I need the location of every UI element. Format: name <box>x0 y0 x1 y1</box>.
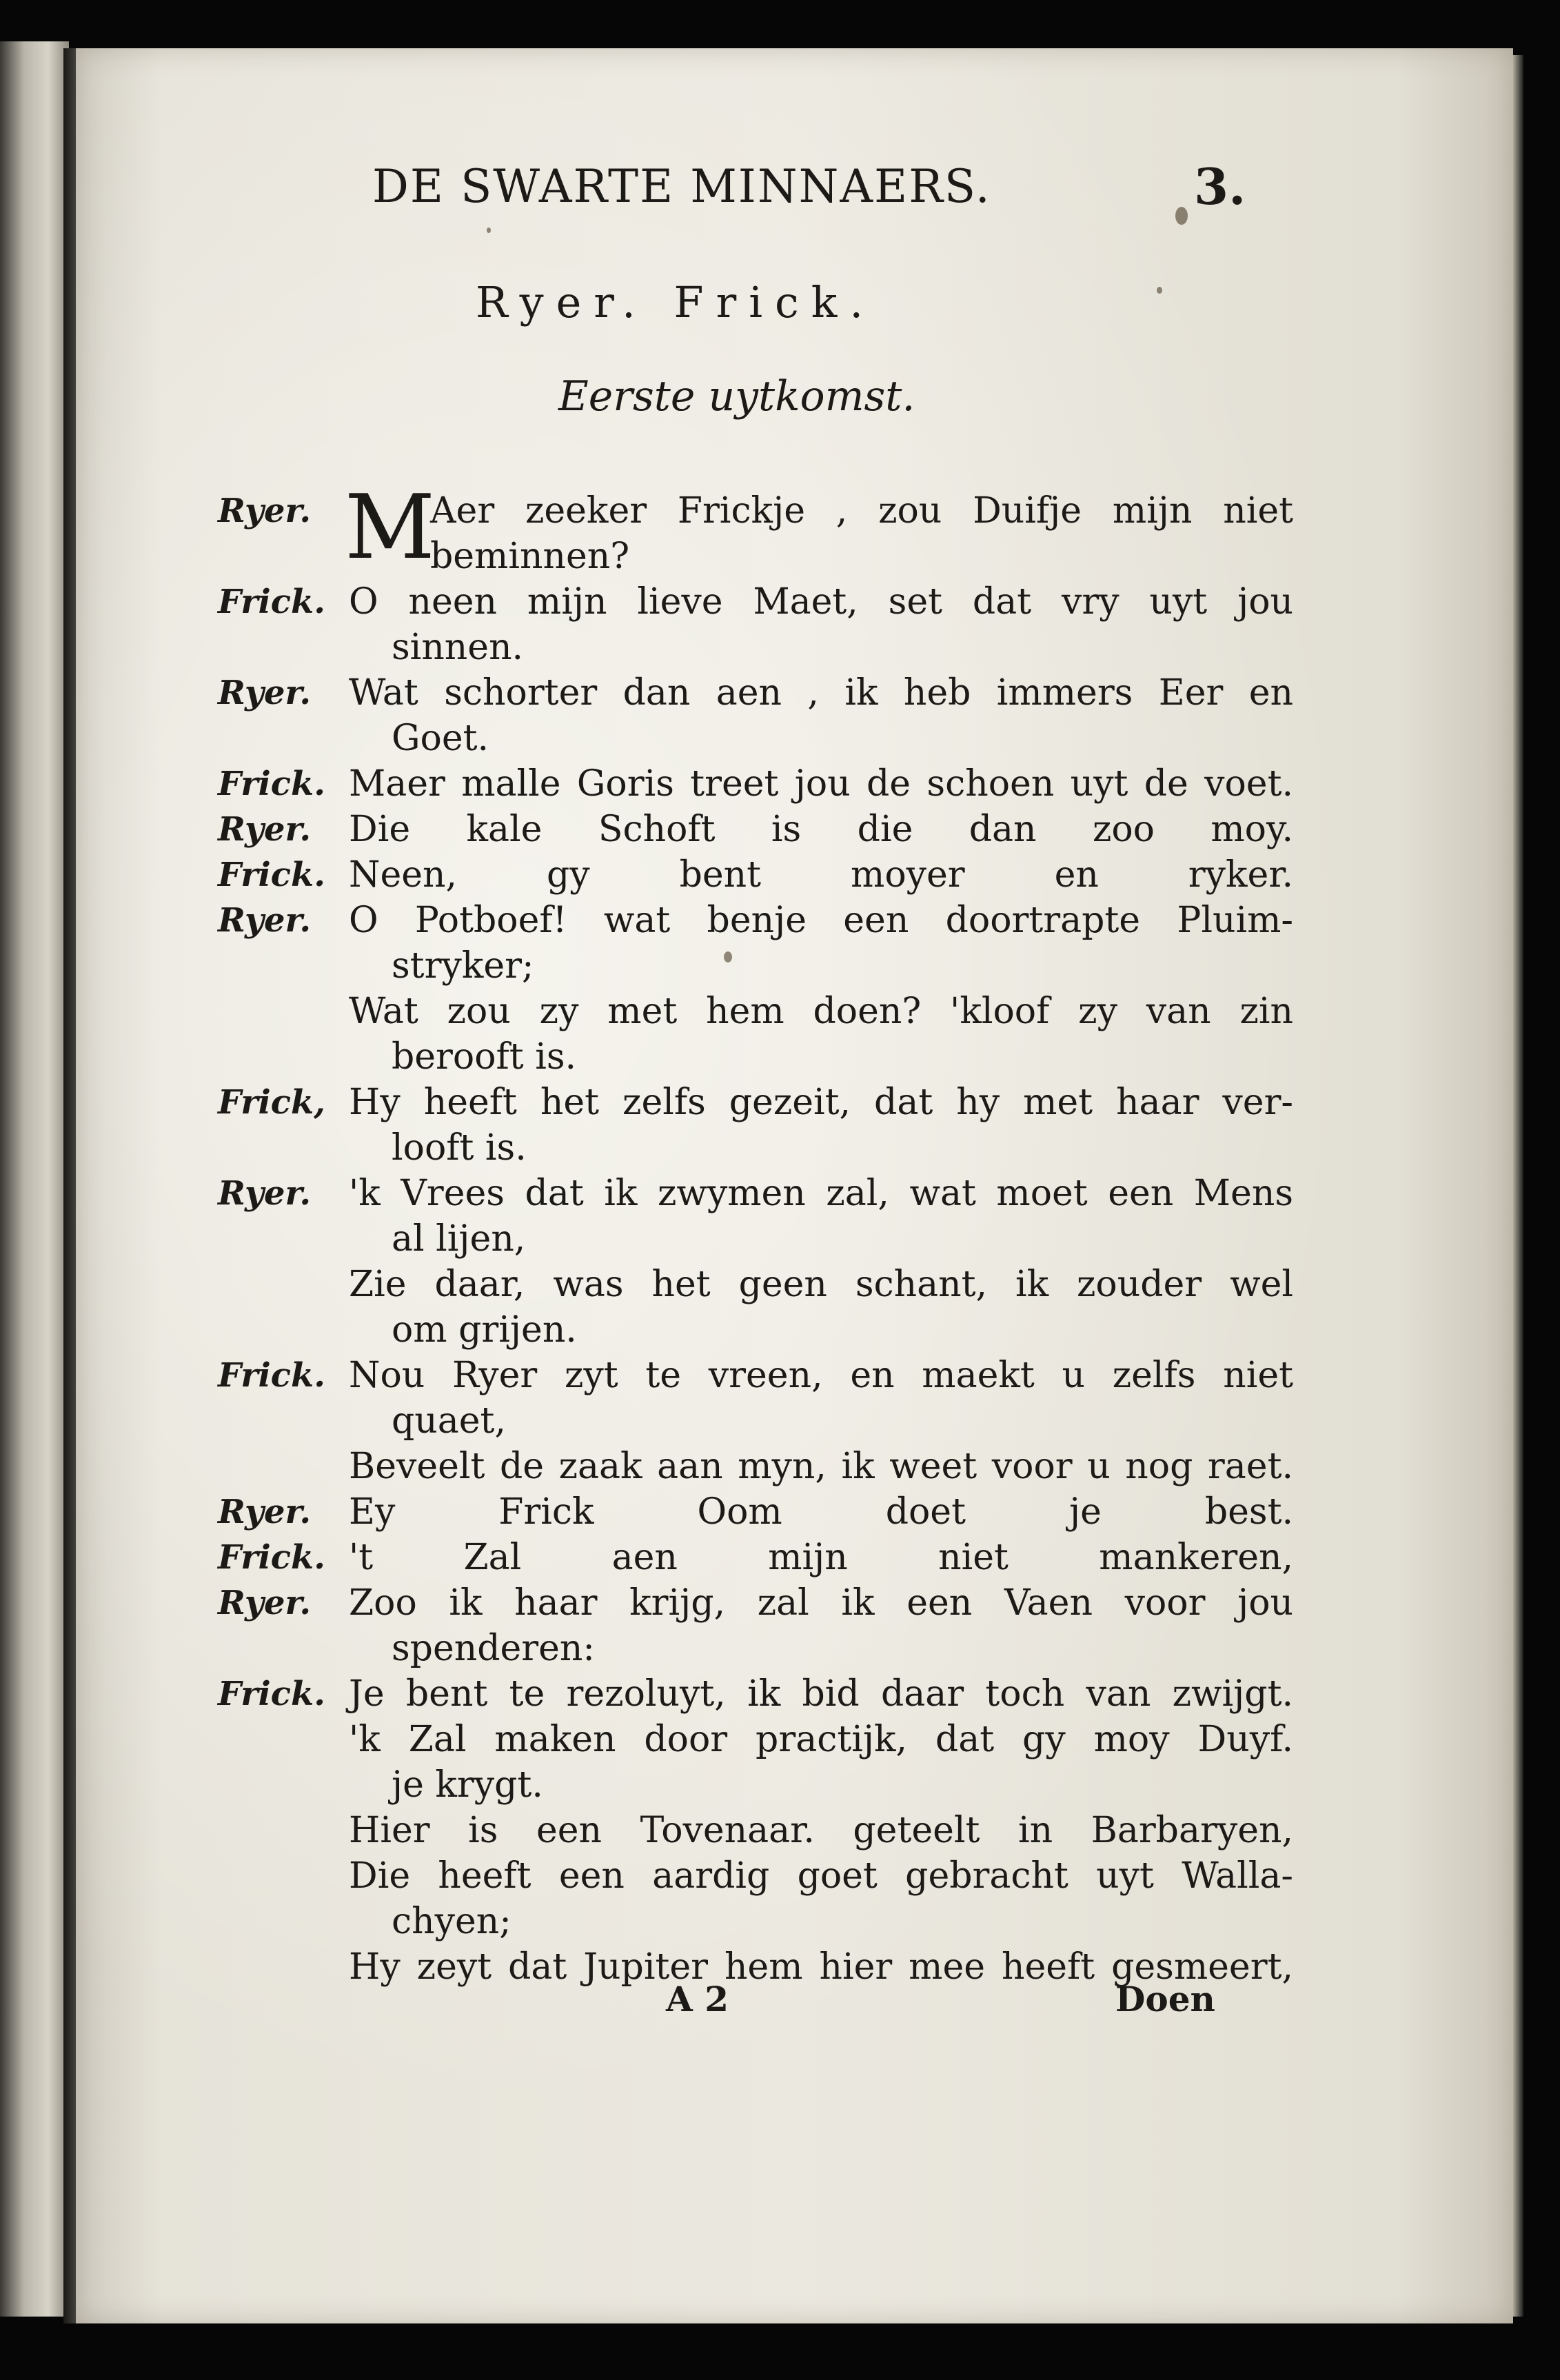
dialogue-line <box>218 1125 1293 1171</box>
speaker-name: Ryer. <box>218 901 312 940</box>
dialogue-line <box>218 1444 1293 1489</box>
verse-text: Neen, gy bent moyer en ryker. <box>349 854 1293 896</box>
speaker-name: Ryer. <box>218 492 312 530</box>
speaker-name: Frick. <box>218 1356 325 1395</box>
verse-text: looft is. <box>392 1127 527 1169</box>
verse-text: 't Zal aen mijn niet mankeren, <box>349 1537 1293 1578</box>
dialogue-line <box>218 1535 1293 1580</box>
running-head: DE SWARTE MINNAERS. <box>372 160 991 213</box>
dialogue-line <box>218 1353 1293 1398</box>
dialogue-line <box>218 1262 1293 1307</box>
verse-text: Je bent te rezoluyt, ik bid daar toch van zwijgt. <box>349 1673 1293 1715</box>
verse-text: al lijen, <box>392 1218 526 1260</box>
verse-text: berooft is. <box>392 1036 577 1078</box>
dialogue-line <box>218 625 1293 670</box>
speaker-name: Frick. <box>218 1675 325 1713</box>
speaker-name: Ryer. <box>218 1493 312 1531</box>
verse-text: beminnen? <box>430 536 630 577</box>
verse-text: Die kale Schoft is die dan zoo moy. <box>349 809 1293 850</box>
speaker-name: Ryer. <box>218 810 312 849</box>
page-number: 3. <box>1194 157 1246 216</box>
verse-text: 'k Zal maken door practijk, dat gy moy Duyf. <box>349 1719 1293 1760</box>
verse-text: 'k Vrees dat ik zwymen zal, wat moet een Mens <box>349 1173 1293 1214</box>
dialogue-line <box>218 534 1293 579</box>
dialogue-line <box>218 1034 1293 1080</box>
verse-text: Die heeft een aardig goet gebracht uyt Walla- <box>349 1855 1293 1897</box>
speaker-name: Frick. <box>218 856 325 894</box>
verse-text: O neen mijn lieve Maet, set dat vry uyt jou <box>349 581 1293 623</box>
dialogue-line <box>218 488 1293 534</box>
verse-text: stryker; <box>392 945 534 987</box>
verse-text: Wat zou zy met hem doen? 'kloof zy van zin <box>349 991 1293 1032</box>
speaker-name: Frick, <box>218 1083 325 1122</box>
verse-text: chyen; <box>392 1901 511 1942</box>
speaker-name: Ryer. <box>218 1584 312 1622</box>
dialogue-list <box>218 476 1293 1990</box>
left-page-edge <box>0 41 69 2317</box>
speaker-name: Frick. <box>218 583 325 621</box>
paper-speck <box>1157 287 1162 294</box>
verse-text: je krygt. <box>392 1764 543 1806</box>
dialogue-line <box>218 1626 1293 1671</box>
verse-text: Goet. <box>392 718 489 759</box>
dialogue-line <box>218 1307 1293 1353</box>
catchword: Doen <box>1115 1979 1215 2019</box>
drop-cap: M <box>345 476 436 579</box>
verse-text: spenderen: <box>392 1628 595 1669</box>
dialogue-line <box>218 1717 1293 1762</box>
verse-text: Zie daar, was het geen schant, ik zouder wel <box>349 1264 1293 1305</box>
speaker-name: Ryer. <box>218 674 312 712</box>
speaker-name: Frick. <box>218 1538 325 1577</box>
paper-speck <box>1175 207 1188 225</box>
dialogue-line <box>218 1853 1293 1899</box>
verse-text: Aer zeeker Frickje , zou Duifje mijn niet <box>430 490 1293 532</box>
dialogue-line <box>218 1216 1293 1262</box>
verse-text: Hier is een Tovenaar. geteelt in Barbaryen, <box>349 1810 1293 1851</box>
speaker-name: Frick. <box>218 765 325 803</box>
dialogue-line <box>218 1808 1293 1853</box>
verse-text: Maer malle Goris treet jou de schoen uyt de voet. <box>349 763 1293 805</box>
verse-text: Hy heeft het zelfs gezeit, dat hy met haar ver- <box>349 1082 1293 1123</box>
verse-text: sinnen. <box>392 627 524 668</box>
verse-text: Nou Ryer zyt te vreen, en maekt u zelfs niet <box>349 1355 1293 1396</box>
paper-speck <box>487 228 491 233</box>
verse-text: Beveelt de zaak aan myn, ik weet voor u nog raet. <box>349 1446 1293 1487</box>
verse-text: om grijen. <box>392 1309 577 1351</box>
verse-text: Ey Frick Oom doet je best. <box>349 1491 1293 1533</box>
paper-speck <box>724 951 732 962</box>
dialogue-line <box>218 1899 1293 1944</box>
dialogue-line <box>218 943 1293 989</box>
verse-text: quaet, <box>392 1400 506 1442</box>
dialogue-line <box>218 716 1293 761</box>
dialogue-line <box>218 579 1293 625</box>
signature-mark: A 2 <box>666 1979 729 2019</box>
dialogue-line <box>218 1489 1293 1535</box>
scene-title: Eerste uytkomst. <box>558 372 915 421</box>
dialogue-line <box>218 1080 1293 1125</box>
character-names: Ryer. Frick. <box>476 277 876 327</box>
dialogue-line <box>218 1398 1293 1444</box>
dialogue-line <box>218 670 1293 716</box>
verse-text: Hy zeyt dat Jupiter hem hier mee heeft gesmeert, <box>349 1946 1293 1988</box>
dialogue-line <box>218 761 1293 807</box>
verse-text: O Potboef! wat benje een doortrapte Pluim- <box>349 900 1293 941</box>
dialogue-line <box>218 989 1293 1034</box>
dialogue-line <box>218 807 1293 852</box>
dialogue-line <box>218 1580 1293 1626</box>
dialogue-line <box>218 1671 1293 1717</box>
verse-text: Wat schorter dan aen , ik heb immers Eer en <box>349 672 1293 714</box>
speaker-name: Ryer. <box>218 1174 312 1213</box>
verse-text: Zoo ik haar krijg, zal ik een Vaen voor jou <box>349 1582 1293 1624</box>
dialogue-line <box>218 1171 1293 1216</box>
dialogue-line <box>218 852 1293 898</box>
dialogue-line <box>218 1762 1293 1808</box>
dialogue-line <box>218 898 1293 943</box>
